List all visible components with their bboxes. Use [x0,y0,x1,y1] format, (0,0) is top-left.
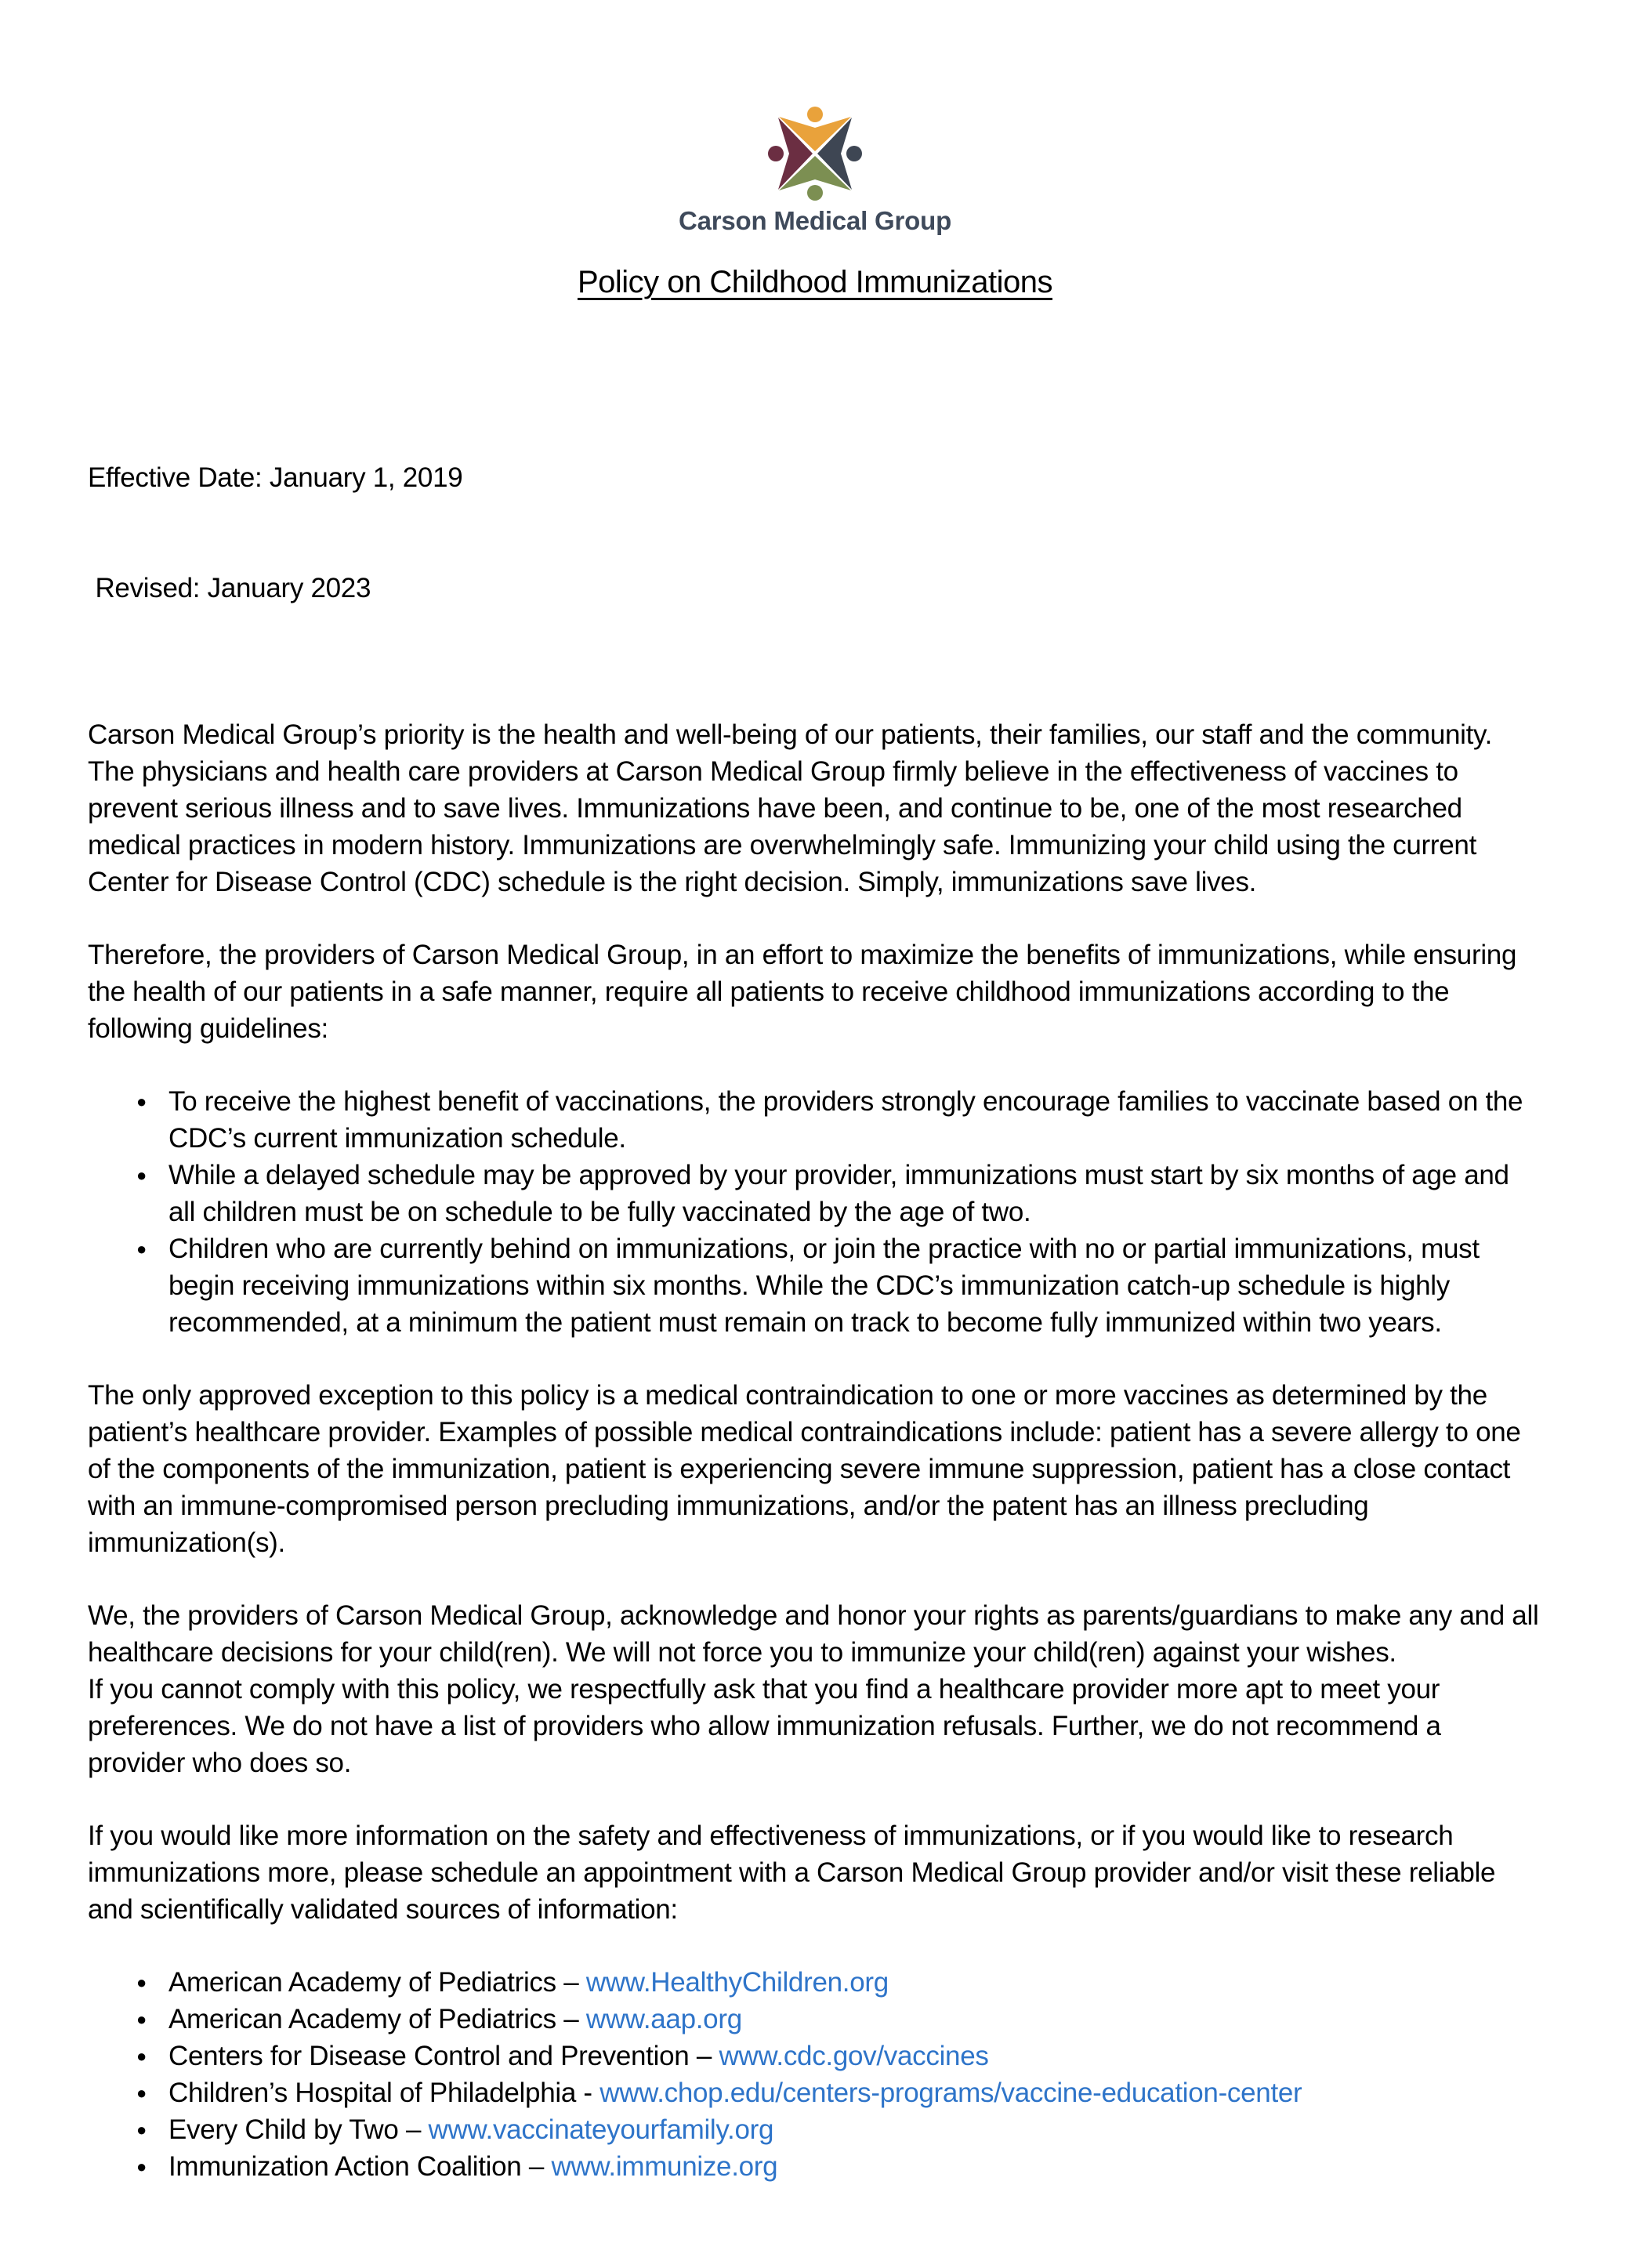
guideline-text: While a delayed schedule may be approved by your provider, immunizations must start by six months of age and all children must be on schedule to be fully vaccinated by the age of two. [168,1160,1509,1227]
source-item [88,2001,1542,2038]
guideline-item [88,1157,1542,1230]
source-item [88,2148,1542,2185]
source-label: Immunization Action Coalition – [168,2151,552,2182]
source-label: Children’s Hospital of Philadelphia - [168,2078,600,2108]
source-link[interactable]: www.chop.edu/centers-programs/vaccine-education-center [599,2078,1302,2108]
guideline-item [88,1083,1542,1157]
sources-list [88,1964,1542,2185]
meta-block [88,386,1542,680]
source-label: American Academy of Pediatrics – [168,1967,586,1998]
page-title: Policy on Childhood Immunizations [577,265,1053,299]
source-item [88,2038,1542,2074]
source-item [88,2111,1542,2148]
rights-paragraph-line1: We, the providers of Carson Medical Group, acknowledge and honor your rights as parents/guardians to make any and all healthcare decisions for your child(ren). We will not force you to immunize your child(ren) against your wishes. [88,1600,1539,1668]
policy-paragraph: Therefore, the providers of Carson Medical Group, in an effort to maximize the benefits of immunizations, while ensuring the health of our patients in a safe manner, require all patients to receive childhood immunizations according to the following guidelines: [88,940,1517,1044]
more-info-paragraph: If you would like more information on the safety and effectiveness of immunizations, or if you would like to research immunizations more, please schedule an appointment with a Carson Medical Group provider and/or visit these reliable and scientifically validated sources of information: [88,1821,1496,1925]
revised-date: Revised: January 2023 [88,573,371,603]
source-link[interactable]: www.aap.org [585,2004,742,2034]
guidelines-list [88,1083,1542,1341]
rights-paragraph-line2: If you cannot comply with this policy, we respectfully ask that you find a healthcare provider more apt to meet your preferences. We do not have a list of providers who allow immunization refusals. Further, we do not recommend a provider who does so. [88,1674,1441,1778]
guideline-item [88,1230,1542,1341]
source-item [88,2074,1542,2111]
brand-label: Carson Medical Group [678,206,952,235]
exception-paragraph: The only approved exception to this policy is a medical contraindication to one or more vaccines as determined by the patient’s healthcare provider. Examples of possible medical contraindications include: patient has a severe allergy to one of the components of the immunization, patient is experiencing severe immune suppression, patient has a close contact with an immune-compromised person precluding immunizations, and/or the patent has an illness precluding immunization(s). [88,1380,1521,1558]
source-link[interactable]: www.vaccinateyourfamily.org [428,2114,774,2145]
spacer [88,680,1542,716]
source-link[interactable]: www.HealthyChildren.org [585,1967,889,1998]
source-label: Every Child by Two – [168,2114,429,2145]
logo-header [88,107,1542,237]
intro-paragraph: Carson Medical Group’s priority is the health and well-being of our patients, their families, our staff and the community. The physicians and health care providers at Carson Medical Group firmly believe in the effectiveness of vaccines to prevent serious illness and to save lives. Immunizations have been, and continue to be, one of the most researched medical practices in modern history. Immunizations are overwhelmingly safe. Immunizing your child using the current Center for Disease Control (CDC) schedule is the right decision. Simply, immunizations save lives. [88,719,1493,897]
guideline-text: Children who are currently behind on immunizations, or join the practice with no or partial immunizations, must begin receiving immunizations within six months. While the CDC’s immunization catch-up schedule is highly recommended, at a minimum the patient must remain on track to become fully immunized within two years. [168,1234,1480,1338]
carson-medical-group-logo-icon [768,107,862,201]
document-body [88,386,1542,2185]
source-link[interactable]: www.cdc.gov/vaccines [719,2041,989,2071]
rights-paragraph [88,1597,1542,1781]
effective-date: Effective Date: January 1, 2019 [88,462,463,493]
source-label: American Academy of Pediatrics – [168,2004,586,2034]
source-item [88,1964,1542,2001]
source-label: Centers for Disease Control and Prevention – [168,2041,719,2071]
source-link[interactable]: www.immunize.org [551,2151,778,2182]
guideline-text: To receive the highest benefit of vaccinations, the providers strongly encourage families to vaccinate based on the CDC’s current immunization schedule. [168,1086,1523,1154]
